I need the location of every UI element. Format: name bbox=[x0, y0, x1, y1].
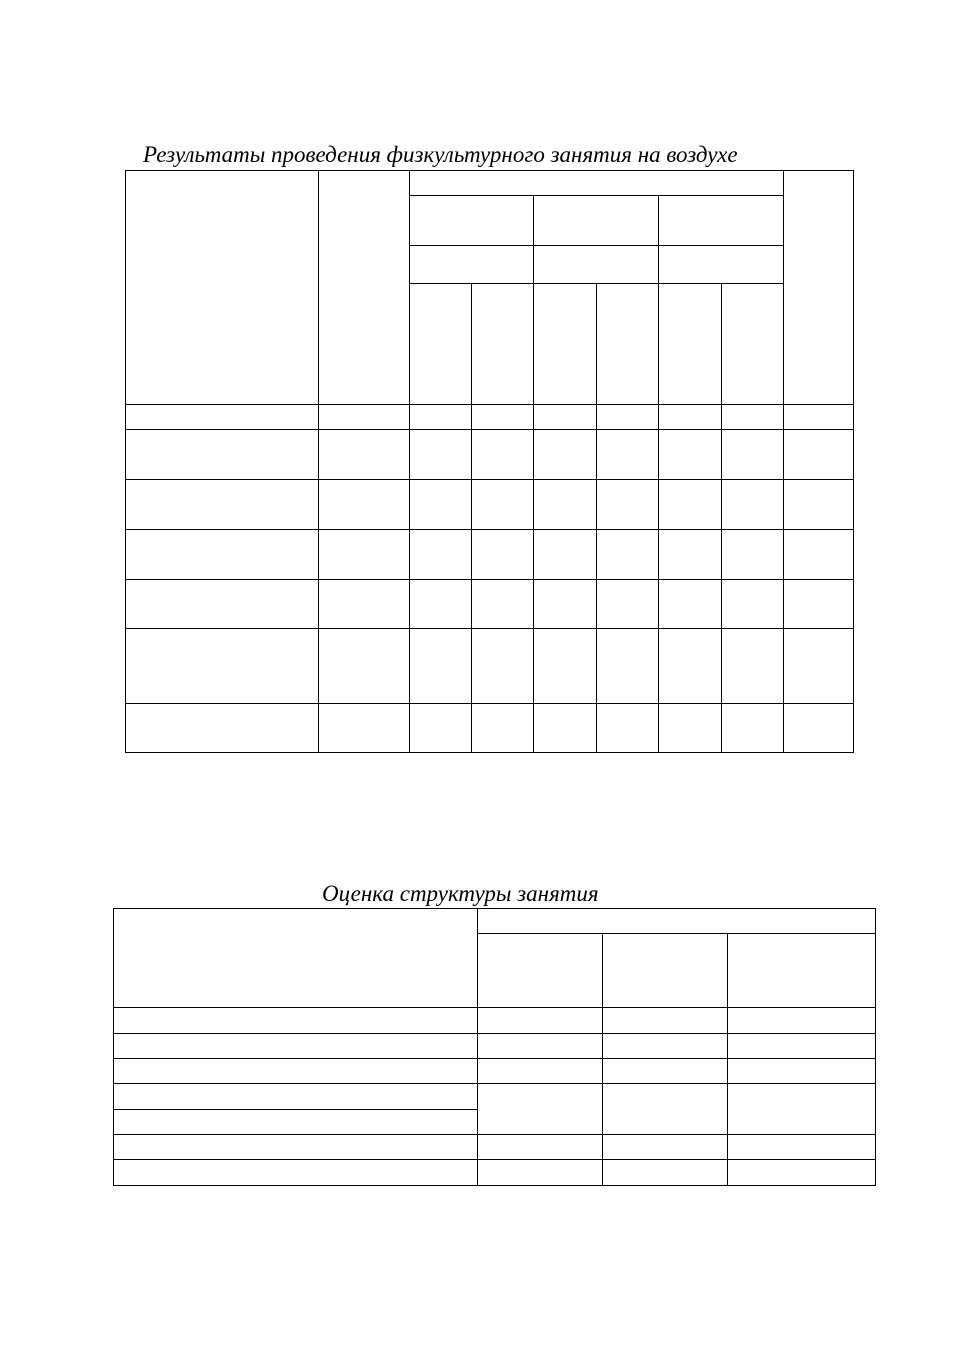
table2-title: Оценка структуры занятия bbox=[322, 881, 599, 906]
table-cell bbox=[597, 629, 659, 704]
table-row bbox=[126, 405, 854, 430]
table-cell bbox=[784, 629, 854, 704]
header-cell bbox=[534, 196, 659, 246]
table-cell bbox=[534, 530, 597, 580]
table-cell bbox=[472, 629, 534, 704]
table-cell bbox=[410, 530, 472, 580]
table-cell bbox=[728, 1034, 876, 1059]
table-cell bbox=[603, 1135, 728, 1160]
table-cell bbox=[722, 480, 784, 530]
table-row bbox=[126, 480, 854, 530]
table-cell bbox=[784, 405, 854, 430]
table-cell bbox=[784, 480, 854, 530]
table-cell bbox=[597, 704, 659, 753]
table-cell bbox=[728, 1160, 876, 1186]
table-cell bbox=[114, 1160, 478, 1186]
table-cell bbox=[114, 1008, 478, 1034]
table-cell bbox=[126, 480, 319, 530]
table-cell bbox=[784, 704, 854, 753]
table-cell bbox=[659, 430, 722, 480]
table-cell bbox=[114, 1059, 478, 1084]
table-cell bbox=[597, 480, 659, 530]
header-cell bbox=[659, 196, 784, 246]
table-cell bbox=[534, 405, 597, 430]
table-cell bbox=[728, 1008, 876, 1034]
header-cell bbox=[478, 934, 603, 1008]
table-cell bbox=[659, 629, 722, 704]
header-cell bbox=[534, 246, 659, 284]
header-cell bbox=[722, 284, 784, 405]
header-cell bbox=[534, 284, 597, 405]
table-cell bbox=[722, 430, 784, 480]
table-cell bbox=[784, 530, 854, 580]
table-cell bbox=[722, 704, 784, 753]
table1-title: Результаты проведения физкультурного занятия на воздухе bbox=[143, 142, 738, 167]
table-row bbox=[114, 1034, 876, 1059]
table-cell bbox=[597, 430, 659, 480]
table-cell bbox=[603, 1008, 728, 1034]
table-cell bbox=[784, 430, 854, 480]
table-cell bbox=[659, 405, 722, 430]
table-cell bbox=[603, 1059, 728, 1084]
table-row bbox=[126, 530, 854, 580]
header-cell bbox=[410, 171, 784, 196]
table-cell bbox=[722, 580, 784, 629]
table-cell bbox=[534, 480, 597, 530]
header-cell bbox=[597, 284, 659, 405]
table-row bbox=[114, 1160, 876, 1186]
header-cell bbox=[114, 909, 478, 1008]
table-cell bbox=[126, 580, 319, 629]
table-cell bbox=[126, 530, 319, 580]
table-cell bbox=[319, 430, 410, 480]
table-cell bbox=[478, 1084, 603, 1135]
table-cell bbox=[472, 530, 534, 580]
header-cell bbox=[319, 171, 410, 405]
table-cell bbox=[597, 405, 659, 430]
table-cell bbox=[319, 480, 410, 530]
table-cell bbox=[410, 580, 472, 629]
table-cell bbox=[114, 1110, 478, 1135]
table-cell bbox=[114, 1034, 478, 1059]
table-cell bbox=[603, 1160, 728, 1186]
table-cell bbox=[534, 629, 597, 704]
table-cell bbox=[478, 1008, 603, 1034]
header-cell bbox=[472, 284, 534, 405]
table-cell bbox=[114, 1135, 478, 1160]
table-cell bbox=[319, 629, 410, 704]
table-cell bbox=[478, 1135, 603, 1160]
table-cell bbox=[659, 580, 722, 629]
table-cell bbox=[126, 430, 319, 480]
table-cell bbox=[319, 530, 410, 580]
table-row bbox=[114, 1008, 876, 1034]
table-cell bbox=[472, 405, 534, 430]
table-cell bbox=[472, 480, 534, 530]
table-cell bbox=[728, 1084, 876, 1135]
table-row bbox=[126, 430, 854, 480]
table-cell bbox=[534, 430, 597, 480]
table-cell bbox=[472, 430, 534, 480]
table-cell bbox=[410, 480, 472, 530]
table-cell bbox=[722, 405, 784, 430]
table-cell bbox=[597, 580, 659, 629]
header-cell bbox=[659, 246, 784, 284]
table-cell bbox=[722, 629, 784, 704]
table-cell bbox=[728, 1059, 876, 1084]
table-cell bbox=[722, 530, 784, 580]
table-cell bbox=[410, 430, 472, 480]
header-cell bbox=[603, 934, 728, 1008]
table-cell bbox=[126, 629, 319, 704]
table-row bbox=[126, 629, 854, 704]
table-cell bbox=[478, 1059, 603, 1084]
table-row bbox=[114, 1084, 876, 1110]
table-cell bbox=[659, 530, 722, 580]
table-cell bbox=[410, 704, 472, 753]
results-table bbox=[125, 170, 854, 753]
table-cell bbox=[319, 704, 410, 753]
table-cell bbox=[659, 704, 722, 753]
table-cell bbox=[534, 580, 597, 629]
table-cell bbox=[410, 629, 472, 704]
table-row bbox=[114, 1135, 876, 1160]
table-cell bbox=[410, 405, 472, 430]
table-cell bbox=[319, 580, 410, 629]
header-cell bbox=[410, 284, 472, 405]
table-cell bbox=[472, 580, 534, 629]
table-cell bbox=[659, 480, 722, 530]
table-cell bbox=[478, 1034, 603, 1059]
table-cell bbox=[534, 704, 597, 753]
table-cell bbox=[126, 405, 319, 430]
table-cell bbox=[603, 1034, 728, 1059]
structure-table bbox=[113, 908, 876, 1186]
table-cell bbox=[597, 530, 659, 580]
table-row bbox=[114, 1059, 876, 1084]
header-cell bbox=[410, 246, 534, 284]
header-cell bbox=[784, 171, 854, 405]
table-cell bbox=[478, 1160, 603, 1186]
header-cell bbox=[659, 284, 722, 405]
header-cell bbox=[410, 196, 534, 246]
header-cell bbox=[478, 909, 876, 934]
table-cell bbox=[472, 704, 534, 753]
table-cell bbox=[319, 405, 410, 430]
table-cell bbox=[603, 1084, 728, 1135]
table-cell bbox=[728, 1135, 876, 1160]
table-cell bbox=[126, 704, 319, 753]
header-cell bbox=[728, 934, 876, 1008]
table-cell bbox=[114, 1084, 478, 1110]
table-row bbox=[126, 704, 854, 753]
header-cell bbox=[126, 171, 319, 405]
table-row bbox=[126, 580, 854, 629]
table-cell bbox=[784, 580, 854, 629]
